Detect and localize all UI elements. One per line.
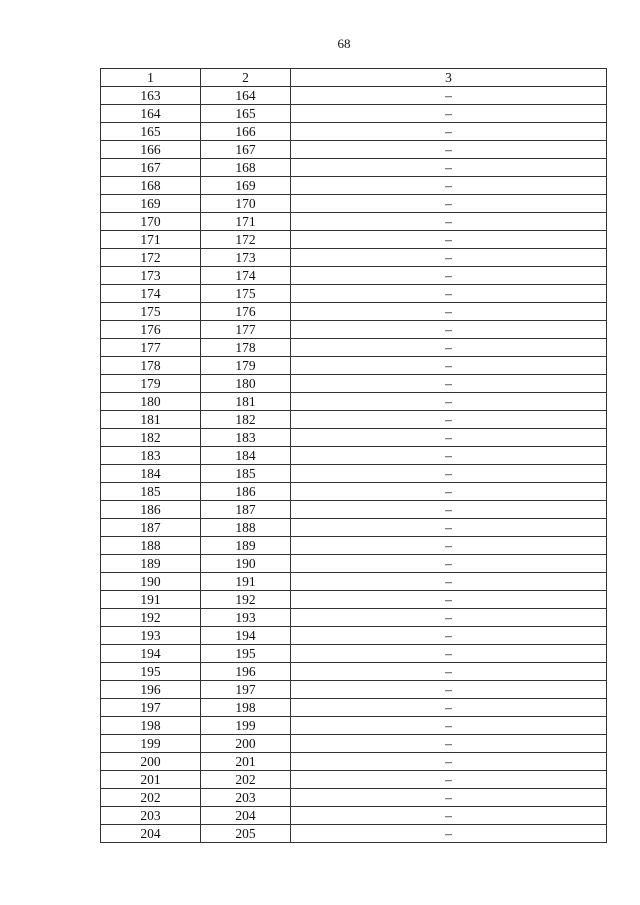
table-row <box>101 303 607 321</box>
table-cell: – <box>291 609 607 627</box>
table-row <box>101 123 607 141</box>
table-cell: – <box>291 267 607 285</box>
column-header: 1 <box>101 69 201 87</box>
table-cell: 203 <box>101 807 201 825</box>
table-cell: – <box>291 555 607 573</box>
table-cell: – <box>291 375 607 393</box>
data-table <box>100 68 607 843</box>
table-row <box>101 591 607 609</box>
table-row <box>101 249 607 267</box>
table-row <box>101 699 607 717</box>
table-cell: 176 <box>101 321 201 339</box>
table-cell: 163 <box>101 87 201 105</box>
table-cell: – <box>291 231 607 249</box>
table-cell: 190 <box>101 573 201 591</box>
table-row <box>101 159 607 177</box>
table-row <box>101 663 607 681</box>
table-cell: 187 <box>101 519 201 537</box>
table-row <box>101 573 607 591</box>
table-cell: – <box>291 465 607 483</box>
table-cell: – <box>291 753 607 771</box>
table-cell: 177 <box>101 339 201 357</box>
table-cell: 167 <box>101 159 201 177</box>
table-cell: 173 <box>101 267 201 285</box>
column-header: 2 <box>201 69 291 87</box>
table-cell: 179 <box>101 375 201 393</box>
table-cell: 166 <box>201 123 291 141</box>
table-cell: – <box>291 645 607 663</box>
table-row <box>101 555 607 573</box>
table-cell: 188 <box>101 537 201 555</box>
table-row <box>101 735 607 753</box>
table-cell: – <box>291 141 607 159</box>
table-cell: – <box>291 483 607 501</box>
table-cell: – <box>291 807 607 825</box>
table-cell: 199 <box>101 735 201 753</box>
table-cell: 187 <box>201 501 291 519</box>
table-cell: 185 <box>201 465 291 483</box>
table-cell: 188 <box>201 519 291 537</box>
table-cell: 168 <box>201 159 291 177</box>
table-cell: 165 <box>101 123 201 141</box>
table-cell: 183 <box>101 447 201 465</box>
table-cell: – <box>291 393 607 411</box>
table-row <box>101 627 607 645</box>
table-cell: – <box>291 573 607 591</box>
table-cell: 164 <box>101 105 201 123</box>
table-cell: 195 <box>201 645 291 663</box>
table-cell: – <box>291 123 607 141</box>
table-cell: 198 <box>101 717 201 735</box>
table-cell: 202 <box>201 771 291 789</box>
table-cell: 203 <box>201 789 291 807</box>
table-row <box>101 393 607 411</box>
table-cell: 195 <box>101 663 201 681</box>
table-cell: – <box>291 429 607 447</box>
table-row <box>101 357 607 375</box>
table-cell: – <box>291 627 607 645</box>
table-cell: 183 <box>201 429 291 447</box>
table-cell: 164 <box>201 87 291 105</box>
table-cell: 186 <box>101 501 201 519</box>
table-cell: 174 <box>101 285 201 303</box>
table-cell: – <box>291 411 607 429</box>
table-row <box>101 501 607 519</box>
table-cell: – <box>291 699 607 717</box>
table-row <box>101 681 607 699</box>
table-cell: 180 <box>101 393 201 411</box>
table-cell: 169 <box>101 195 201 213</box>
table-cell: – <box>291 177 607 195</box>
table-cell: – <box>291 213 607 231</box>
table-row <box>101 789 607 807</box>
table-cell: 182 <box>101 429 201 447</box>
table-cell: 178 <box>201 339 291 357</box>
table-cell: 174 <box>201 267 291 285</box>
table-cell: 198 <box>201 699 291 717</box>
table-cell: 192 <box>201 591 291 609</box>
table-row <box>101 141 607 159</box>
table-row <box>101 717 607 735</box>
table-cell: 172 <box>201 231 291 249</box>
table-cell: 193 <box>201 609 291 627</box>
table-cell: 171 <box>201 213 291 231</box>
table-row <box>101 483 607 501</box>
table-row <box>101 213 607 231</box>
table-cell: 184 <box>201 447 291 465</box>
table-cell: 190 <box>201 555 291 573</box>
table-row <box>101 267 607 285</box>
table-row <box>101 411 607 429</box>
table-cell: 166 <box>101 141 201 159</box>
table-cell: 186 <box>201 483 291 501</box>
table-cell: 189 <box>201 537 291 555</box>
table-row <box>101 771 607 789</box>
table-row <box>101 645 607 663</box>
table-cell: 200 <box>201 735 291 753</box>
column-header: 3 <box>291 69 607 87</box>
table-cell: – <box>291 447 607 465</box>
table-cell: 202 <box>101 789 201 807</box>
table-cell: 175 <box>101 303 201 321</box>
table-cell: 181 <box>201 393 291 411</box>
table-row <box>101 465 607 483</box>
table-cell: 191 <box>101 591 201 609</box>
table-header-row <box>101 69 607 87</box>
table-row <box>101 285 607 303</box>
table-row <box>101 519 607 537</box>
page-number: 68 <box>337 36 351 51</box>
table-cell: 197 <box>201 681 291 699</box>
table-cell: – <box>291 537 607 555</box>
table-cell: – <box>291 339 607 357</box>
table-cell: 165 <box>201 105 291 123</box>
table-cell: – <box>291 303 607 321</box>
table-cell: 204 <box>201 807 291 825</box>
table-cell: 192 <box>101 609 201 627</box>
table-cell: – <box>291 501 607 519</box>
table-cell: – <box>291 357 607 375</box>
table-cell: 204 <box>101 825 201 843</box>
table-cell: 197 <box>101 699 201 717</box>
table-cell: 176 <box>201 303 291 321</box>
table-cell: 193 <box>101 627 201 645</box>
table-row <box>101 321 607 339</box>
table-row <box>101 807 607 825</box>
table-cell: 177 <box>201 321 291 339</box>
table-cell: – <box>291 825 607 843</box>
table-cell: – <box>291 771 607 789</box>
table-row <box>101 375 607 393</box>
table-cell: – <box>291 681 607 699</box>
table-cell: 172 <box>101 249 201 267</box>
table-cell: 185 <box>101 483 201 501</box>
table-cell: 199 <box>201 717 291 735</box>
table-row <box>101 825 607 843</box>
table-cell: 171 <box>101 231 201 249</box>
table-row <box>101 447 607 465</box>
table-row <box>101 177 607 195</box>
table-cell: – <box>291 663 607 681</box>
table-cell: – <box>291 789 607 807</box>
table-row <box>101 537 607 555</box>
table-cell: 179 <box>201 357 291 375</box>
table-cell: 196 <box>201 663 291 681</box>
table-cell: 201 <box>201 753 291 771</box>
table-cell: 173 <box>201 249 291 267</box>
table-cell: 194 <box>101 645 201 663</box>
table-row <box>101 339 607 357</box>
table-cell: 181 <box>101 411 201 429</box>
table-cell: – <box>291 87 607 105</box>
table-cell: 194 <box>201 627 291 645</box>
table-cell: – <box>291 591 607 609</box>
table-cell: 182 <box>201 411 291 429</box>
table-cell: 205 <box>201 825 291 843</box>
table-cell: 169 <box>201 177 291 195</box>
table-cell: – <box>291 195 607 213</box>
table-row <box>101 609 607 627</box>
table-cell: 184 <box>101 465 201 483</box>
table-row <box>101 105 607 123</box>
table-row <box>101 195 607 213</box>
table-row <box>101 87 607 105</box>
table-cell: 168 <box>101 177 201 195</box>
table-row <box>101 231 607 249</box>
table-cell: – <box>291 735 607 753</box>
table-cell: – <box>291 519 607 537</box>
table-cell: 201 <box>101 771 201 789</box>
table-cell: 170 <box>101 213 201 231</box>
table-cell: 178 <box>101 357 201 375</box>
table-cell: 167 <box>201 141 291 159</box>
table-cell: 170 <box>201 195 291 213</box>
table-cell: – <box>291 717 607 735</box>
table-cell: 200 <box>101 753 201 771</box>
table-cell: – <box>291 285 607 303</box>
table-cell: – <box>291 105 607 123</box>
table-cell: – <box>291 321 607 339</box>
table-cell: 189 <box>101 555 201 573</box>
table-row <box>101 753 607 771</box>
table-cell: – <box>291 159 607 177</box>
table-cell: 191 <box>201 573 291 591</box>
table-cell: 180 <box>201 375 291 393</box>
table-cell: 196 <box>101 681 201 699</box>
table-cell: 175 <box>201 285 291 303</box>
table-cell: – <box>291 249 607 267</box>
table-row <box>101 429 607 447</box>
